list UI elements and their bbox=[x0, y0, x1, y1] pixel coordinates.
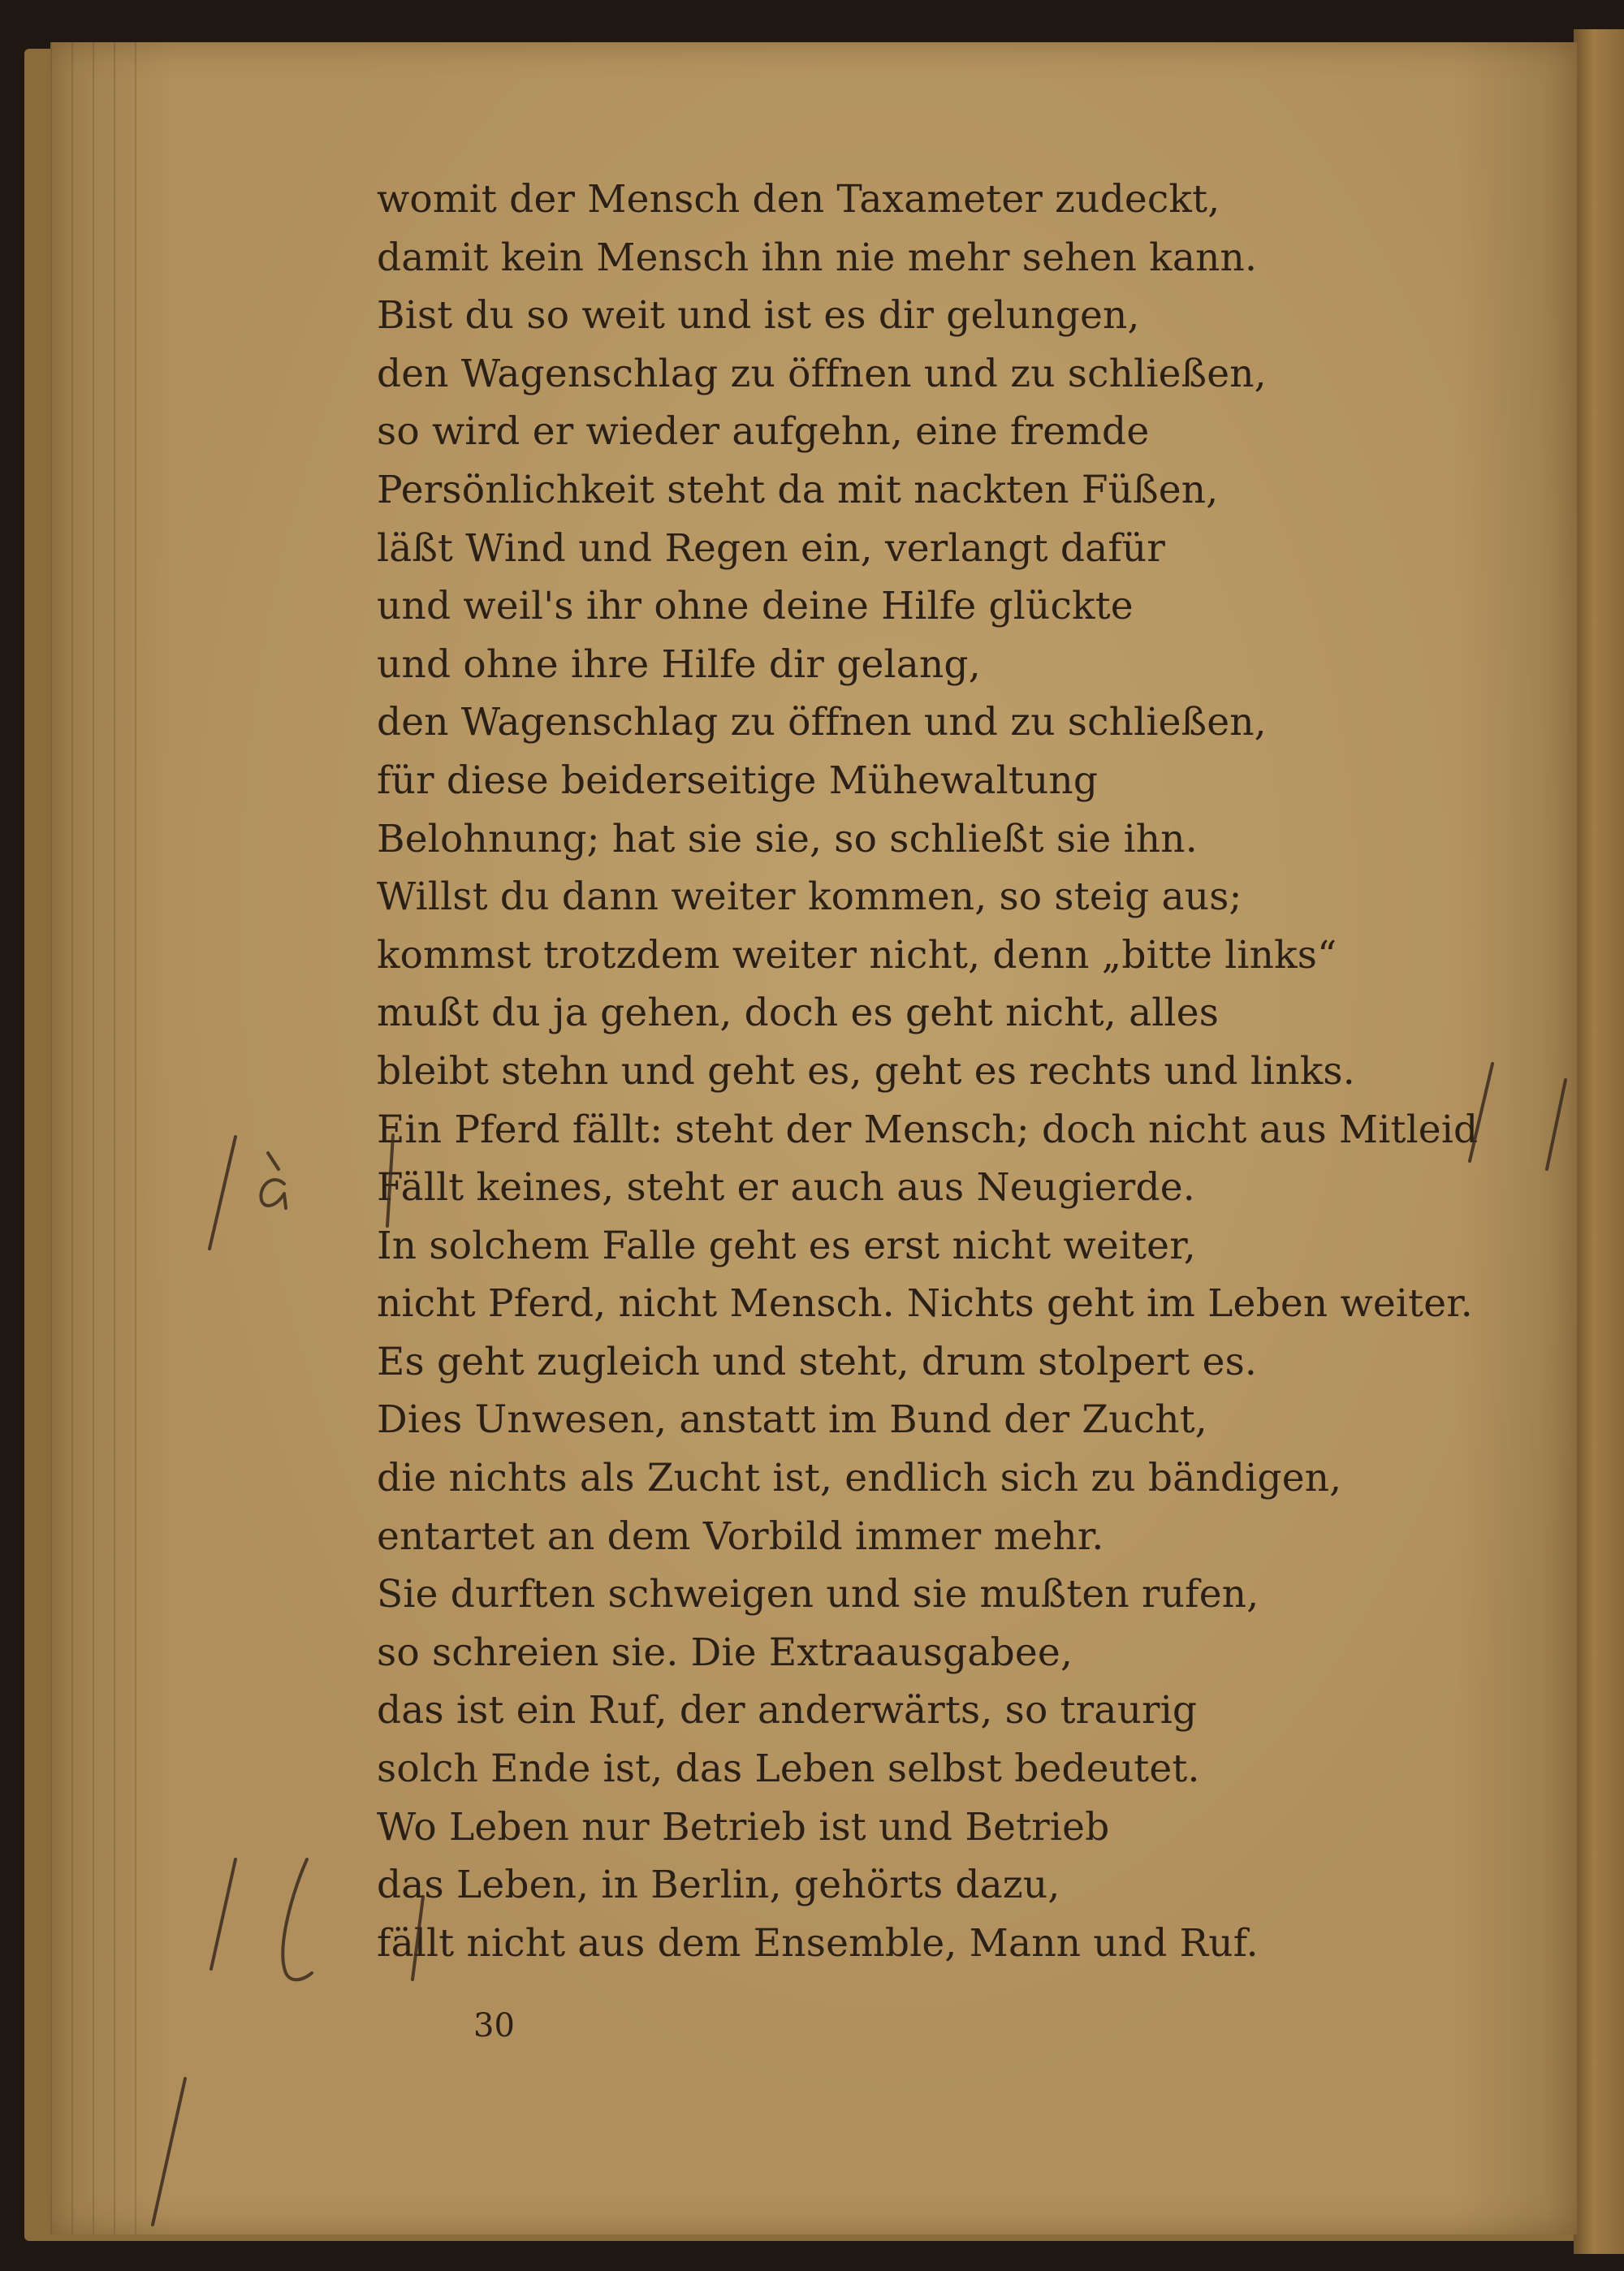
text-line: und weil's ihr ohne deine Hilfe glückte bbox=[377, 584, 1134, 629]
text-line: fällt nicht aus dem Ensemble, Mann und Ruf. bbox=[377, 1920, 1259, 1966]
text-line: das Leben, in Berlin, gehörts dazu, bbox=[377, 1863, 1060, 1908]
text-line: und ohne ihre Hilfe dir gelang, bbox=[377, 641, 981, 687]
text-line: für diese beiderseitige Mühewaltung bbox=[377, 758, 1099, 803]
text-line: mußt du ja gehen, doch es geht nicht, alles bbox=[377, 991, 1220, 1036]
text-line: die nichts als Zucht ist, endlich sich zu bändigen, bbox=[377, 1456, 1342, 1501]
text-line: bleibt stehn und geht es, geht es rechts und links. bbox=[377, 1048, 1355, 1094]
text-line: Sie durften schweigen und sie mußten rufen, bbox=[377, 1572, 1259, 1617]
text-line: Belohnung; hat sie sie, so schließt sie ihn. bbox=[377, 816, 1198, 861]
text-line: Fällt keines, steht er auch aus Neugierde. bbox=[377, 1165, 1195, 1211]
text-line: damit kein Mensch ihn nie mehr sehen kann. bbox=[377, 235, 1258, 280]
text-line: Willst du dann weiter kommen, so steig aus; bbox=[377, 874, 1242, 920]
text-line: so wird er wieder aufgehn, eine fremde bbox=[377, 409, 1150, 455]
text-line: Es geht zugleich und steht, drum stolpert es. bbox=[377, 1339, 1258, 1384]
text-line: Ein Pferd fällt: steht der Mensch; doch nicht aus Mitleid bbox=[377, 1107, 1479, 1152]
page-edge-stack bbox=[50, 42, 148, 2234]
text-line: solch Ende ist, das Leben selbst bedeutet. bbox=[377, 1746, 1200, 1792]
text-line: Dies Unwesen, anstatt im Bund der Zucht, bbox=[377, 1397, 1207, 1443]
text-line: so schreien sie. Die Extraausgabee, bbox=[377, 1630, 1073, 1675]
text-line: Wo Leben nur Betrieb ist und Betrieb bbox=[377, 1804, 1110, 1850]
text-line: Persönlichkeit steht da mit nackten Füßen, bbox=[377, 467, 1219, 512]
text-line: womit der Mensch den Taxameter zudeckt, bbox=[377, 177, 1220, 222]
text-line: den Wagenschlag zu öffnen und zu schließen, bbox=[377, 351, 1267, 396]
text-line: In solchem Falle geht es erst nicht weiter, bbox=[377, 1223, 1196, 1268]
poem-text bbox=[377, 171, 1481, 1972]
page-number: 30 bbox=[473, 2007, 515, 2044]
text-line: nicht Pferd, nicht Mensch. Nichts geht im Leben weiter. bbox=[377, 1281, 1473, 1327]
text-line: entartet an dem Vorbild immer mehr. bbox=[377, 1513, 1104, 1559]
text-line: den Wagenschlag zu öffnen und zu schließen, bbox=[377, 700, 1267, 745]
text-line: Bist du so weit und ist es dir gelungen, bbox=[377, 293, 1140, 339]
text-line: läßt Wind und Regen ein, verlangt dafür bbox=[377, 525, 1166, 571]
facing-page-edge bbox=[1574, 29, 1624, 2254]
text-line: das ist ein Ruf, der anderwärts, so traurig bbox=[377, 1688, 1198, 1733]
text-line: kommst trotzdem weiter nicht, denn „bitte links“ bbox=[377, 932, 1337, 978]
